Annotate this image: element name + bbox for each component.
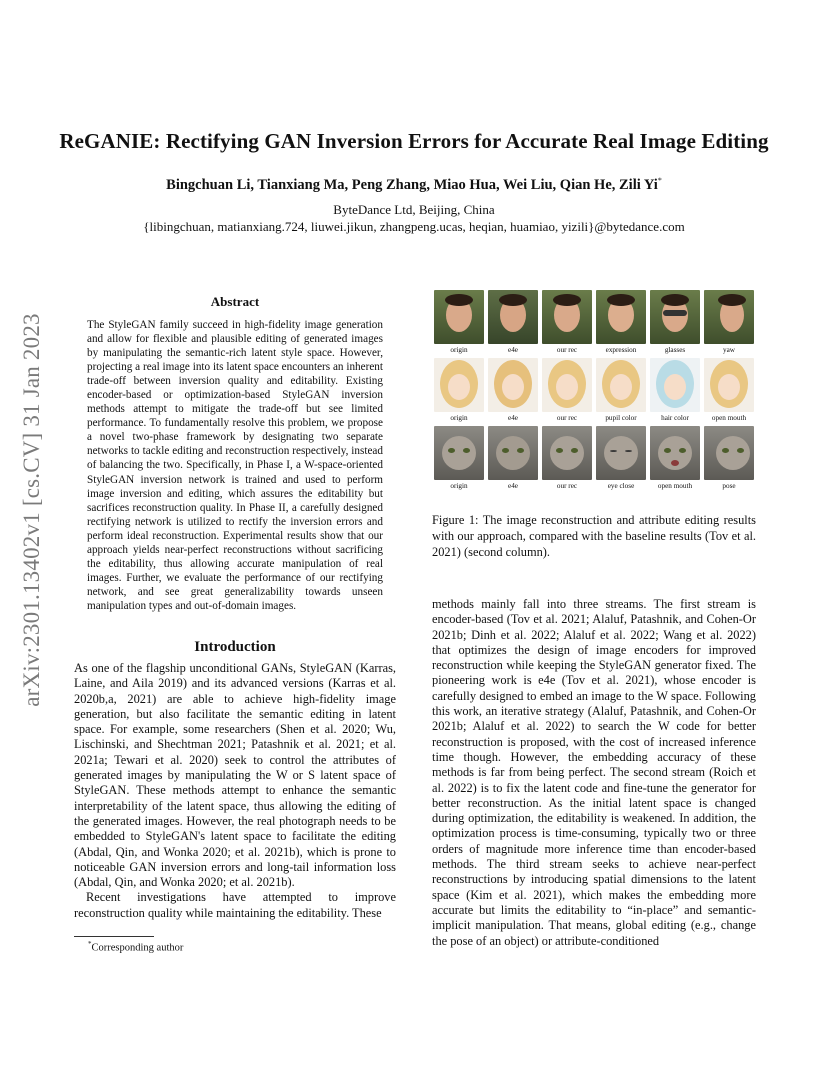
cat-thumbnail (434, 426, 484, 480)
introduction-text (74, 661, 396, 921)
figure-label: e4e (508, 414, 518, 422)
anime-thumbnail (596, 358, 646, 412)
figure-label: open mouth (711, 414, 747, 422)
figure-label: origin (450, 414, 468, 422)
figure-label: expression (605, 346, 637, 354)
anime-thumbnail (704, 358, 754, 412)
footnote-mark: * (88, 940, 92, 948)
footnote (88, 940, 183, 954)
figure-label: hair color (661, 414, 689, 422)
face-thumbnail (596, 290, 646, 344)
author-list (0, 176, 828, 194)
intro-paragraph-2: Recent investigations have attempted to improve reconstruction quality while maintaining the editability. These (74, 890, 396, 920)
face-thumbnail (704, 290, 754, 344)
figure-label: glasses (664, 346, 686, 354)
footnote-rule (74, 936, 154, 937)
figure-label: e4e (508, 482, 518, 490)
cat-thumbnail (650, 426, 700, 480)
anime-thumbnail (650, 358, 700, 412)
cat-thumbnail (596, 426, 646, 480)
figure-label: our rec (556, 346, 578, 354)
figure-label: open mouth (657, 482, 693, 490)
face-thumbnail (542, 290, 592, 344)
figure-label: eye close (607, 482, 635, 490)
anime-thumbnail (434, 358, 484, 412)
abstract-body: The StyleGAN family succeed in high-fidelity image generation and allow for flexible and plausible editing of generated images by manipulating the semantic-rich latent style space. However, projecting a real image into its latent space encounters an inherent trade-off between inversion quality and editability. Existing encoder-based or optimization-based StyleGAN inversion methods attempt to mitigate the trade-off but see limited performance. To fundamentally resolve this problem, we propose a novel two-phase framework by designating two separate networks to tackle editing and reconstruction respectively, instead of balancing the two. Specifically, in Phase I, a W-space-oriented StyleGAN inversion network is trained and used to perform image inversion and editing, which assures the editability but sacrifices reconstruction quality. In Phase II, a carefully designed rectifying network is utilized to rectify the inversion errors and perform ideal reconstruction. Experimental results show that our approach yields near-perfect reconstructions without sacrificing the editability, thus allowing accurate manipulation of real images. Further, we evaluate the performance of our rectifying network, and see great generalizability towards unseen manipulation types and out-of-domain images. (87, 319, 383, 612)
author-emails: {libingchuan, matianxiang.724, liuwei.jikun, zhangpeng.ucas, heqian, huamiao, yizili}@bytedance.com (143, 219, 685, 234)
face-thumbnail (434, 290, 484, 344)
arxiv-identifier: arXiv:2301.13402v1 [cs.CV] 31 Jan 2023 (19, 313, 44, 707)
affiliation: ByteDance Ltd, Beijing, China (333, 202, 495, 217)
figure-label: yaw (723, 346, 735, 354)
anime-thumbnail (488, 358, 538, 412)
paper-title: ReGANIE: Rectifying GAN Inversion Errors for Accurate Real Image Editing (59, 129, 769, 153)
figure-1 (432, 290, 756, 494)
author-names: Bingchuan Li, Tianxiang Ma, Peng Zhang, Miao Hua, Wei Liu, Qian He, Zili Yi (166, 176, 658, 193)
footnote-text: Corresponding author (91, 942, 184, 954)
figure-label: origin (450, 482, 468, 490)
figure-row-anime (432, 358, 756, 426)
right-column-text: methods mainly fall into three streams. The first stream is encoder-based (Tov et al. 2021; Alaluf, Patashnik, and Cohen-Or 2021b; Dinh et al. 2022; Alaluf et al. 2022; Wang et al. 2022) that optimizes the design of image encoders for improved reconstruction while keeping the StyleGAN generator fixed. The pioneering work is e4e (Tov et al. 2021), whose encoder is carefully designed to embed an image to the W space. Following this work, an iterative strategy (Alaluf, Patashnik, and Cohen-Or 2021b; Alaluf et al. 2022) to search the W code for better reconstruction is proposed, with the cost of increased inference time though. However, the embedding accuracy of these methods is far from being perfect. The second stream (Roich et al. 2022) is to fix the latent code and fine-tune the generator for better reconstruction. As the initial latent space is changed during optimization, the editability is weakened. In addition, the optimization process is time-consuming, typically two or three orders of magnitude more inference time than encoder-based methods. The third stream seeks to achieve near-perfect reconstructions by introducing spatial dimensions to the latent space (Kim et al. 2021), which makes the embedding more accurate but limits the editability to “in-place” and semantic-implicit manipulation. That means, global editing (e.g., change the pose of an object) or attribute-conditioned (432, 597, 756, 948)
intro-paragraph-1: As one of the flagship unconditional GANs, StyleGAN (Karras, Laine, and Aila 2019) and its advanced versions (Karras et al. 2020b,a, 2021) are able to achieve high-fidelity image generation, but also facilitate the semantic editing in latent space. For example, some researchers (Shen et al. 2020; Wu, Lischinski, and Shechtman 2021; Patashnik et al. 2021; et al. 2021a; Tewari et al. 2020) seek to control the attributes of generated images by manipulating the W or S latent space of StyleGAN. These methods attempt to enhance the semantic interpretability of the latent space, thus allowing the editing of the generated images. However, the real photograph needs to be embedded to StyleGAN's latent space to facilitate the editing (Abdal, Qin, and Wonka 2020; et al. 2021b), which is prone to noticeable GAN inversion errors and long-tail information loss (Abdal, Qin, and Wonka 2020; et al. 2021b). (74, 661, 396, 890)
face-thumbnail (650, 290, 700, 344)
figure-label: origin (450, 346, 468, 354)
figure-label: e4e (508, 346, 518, 354)
figure-label: pupil color (605, 414, 637, 422)
anime-thumbnail (542, 358, 592, 412)
figure-row-cats (432, 426, 756, 494)
face-thumbnail (488, 290, 538, 344)
cat-thumbnail (542, 426, 592, 480)
cat-thumbnail (704, 426, 754, 480)
abstract-heading: Abstract (210, 294, 260, 309)
figure-label: our rec (556, 414, 578, 422)
figure-label: pose (722, 482, 736, 490)
figure-row-faces (432, 290, 756, 358)
arxiv-sidebar (12, 290, 52, 730)
introduction-heading: Introduction (194, 639, 276, 655)
corresponding-author-mark: * (657, 176, 662, 185)
figure-caption: Figure 1: The image reconstruction and attribute editing results with our approach, compared with the baseline results (Tov et al. 2021) (second column). (432, 513, 756, 559)
cat-thumbnail (488, 426, 538, 480)
figure-label: our rec (556, 482, 578, 490)
